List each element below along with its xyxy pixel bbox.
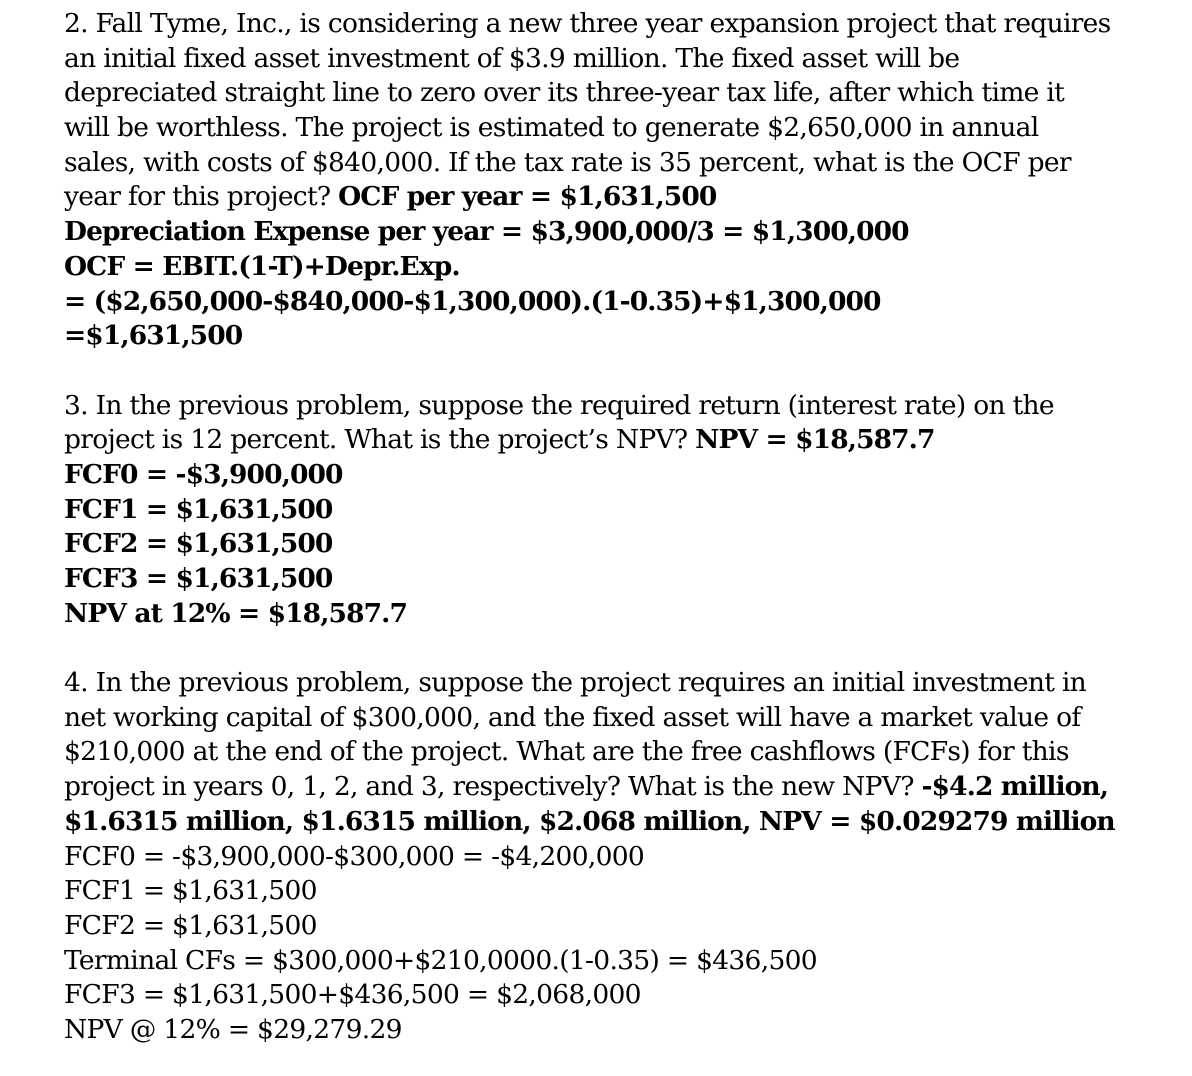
q2-text-tail: year for this project? bbox=[64, 181, 339, 213]
q3-work-line: FCF3 = $1,631,500 bbox=[64, 563, 333, 594]
q3-work-line: FCF2 = $1,631,500 bbox=[64, 528, 333, 560]
q4-work-line: FCF3 = $1,631,500+$436,500 = $2,068,000 bbox=[64, 979, 641, 1011]
q2-text-line: sales, with costs of $840,000. If the tax rate is 35 percent, what is the OCF per bbox=[64, 146, 1071, 178]
q2-last-line bbox=[64, 180, 1184, 215]
q3-answer: NPV = $18,587.7 bbox=[695, 424, 935, 456]
q4-work-line: Terminal CFs = $300,000+$210,0000.(1-0.35) = $436,500 bbox=[64, 944, 817, 976]
paragraph-spacer bbox=[64, 631, 1184, 666]
q2-work-line: =$1,631,500 bbox=[64, 320, 243, 352]
q3-answer-line bbox=[64, 423, 1184, 458]
q4-text-line: $210,000 at the end of the project. What are the free cashflows (FCFs) for this bbox=[64, 736, 1069, 768]
paragraph-spacer bbox=[64, 354, 1184, 389]
document-page bbox=[64, 7, 1184, 1048]
q4-work-line: FCF1 = $1,631,500 bbox=[64, 875, 317, 907]
q4-answer-line bbox=[64, 770, 1184, 805]
q3-text-tail: project is 12 percent. What is the project’s NPV? bbox=[64, 424, 696, 456]
q2-text-line: will be worthless. The project is estimated to generate $2,650,000 in annual bbox=[64, 112, 1039, 144]
q2-text-line: 2. Fall Tyme, Inc., is considering a new three year expansion project that requires bbox=[64, 8, 1111, 39]
q4-text-tail: project in years 0, 1, 2, and 3, respectively? What is the new NPV? bbox=[64, 771, 922, 803]
q4-work-line: FCF2 = $1,631,500 bbox=[64, 909, 317, 941]
q2-work-line: OCF = EBIT.(1-T)+Depr.Exp. bbox=[64, 250, 460, 282]
q3-work-line: FCF1 = $1,631,500 bbox=[64, 493, 333, 525]
q4-text-line: 4. In the previous problem, suppose the project requires an initial investment in bbox=[64, 667, 1087, 699]
q2-text-line: an initial fixed asset investment of $3.9 million. The fixed asset will be bbox=[64, 42, 960, 74]
q4-answer-part1: -$4.2 million, bbox=[921, 771, 1109, 803]
q2-answer: OCF per year = $1,631,500 bbox=[338, 181, 717, 213]
q4-answer-part2: $1.6315 million, $1.6315 million, $2.068 million, NPV = $0.029279 million bbox=[64, 805, 1115, 837]
q3-text-line: 3. In the previous problem, suppose the required return (interest rate) on the bbox=[64, 389, 1054, 421]
q3-work-line: FCF0 = -$3,900,000 bbox=[64, 458, 343, 490]
q2-work-line: Depreciation Expense per year = $3,900,000/3 = $1,300,000 bbox=[64, 216, 909, 248]
question-2 bbox=[64, 7, 1184, 354]
question-3 bbox=[64, 389, 1184, 632]
q4-text-line: net working capital of $300,000, and the fixed asset will have a market value of bbox=[64, 701, 1081, 733]
q4-work-line: NPV @ 12% = $29,279.29 bbox=[64, 1013, 402, 1045]
q4-work-line: FCF0 = -$3,900,000-$300,000 = -$4,200,000 bbox=[64, 840, 645, 872]
question-4 bbox=[64, 666, 1184, 1048]
q2-work-line: = ($2,650,000-$840,000-$1,300,000).(1-0.35)+$1,300,000 bbox=[64, 285, 881, 317]
q3-work-line: NPV at 12% = $18,587.7 bbox=[64, 597, 408, 629]
q2-text-line: depreciated straight line to zero over its three-year tax life, after which time it bbox=[64, 77, 1065, 109]
